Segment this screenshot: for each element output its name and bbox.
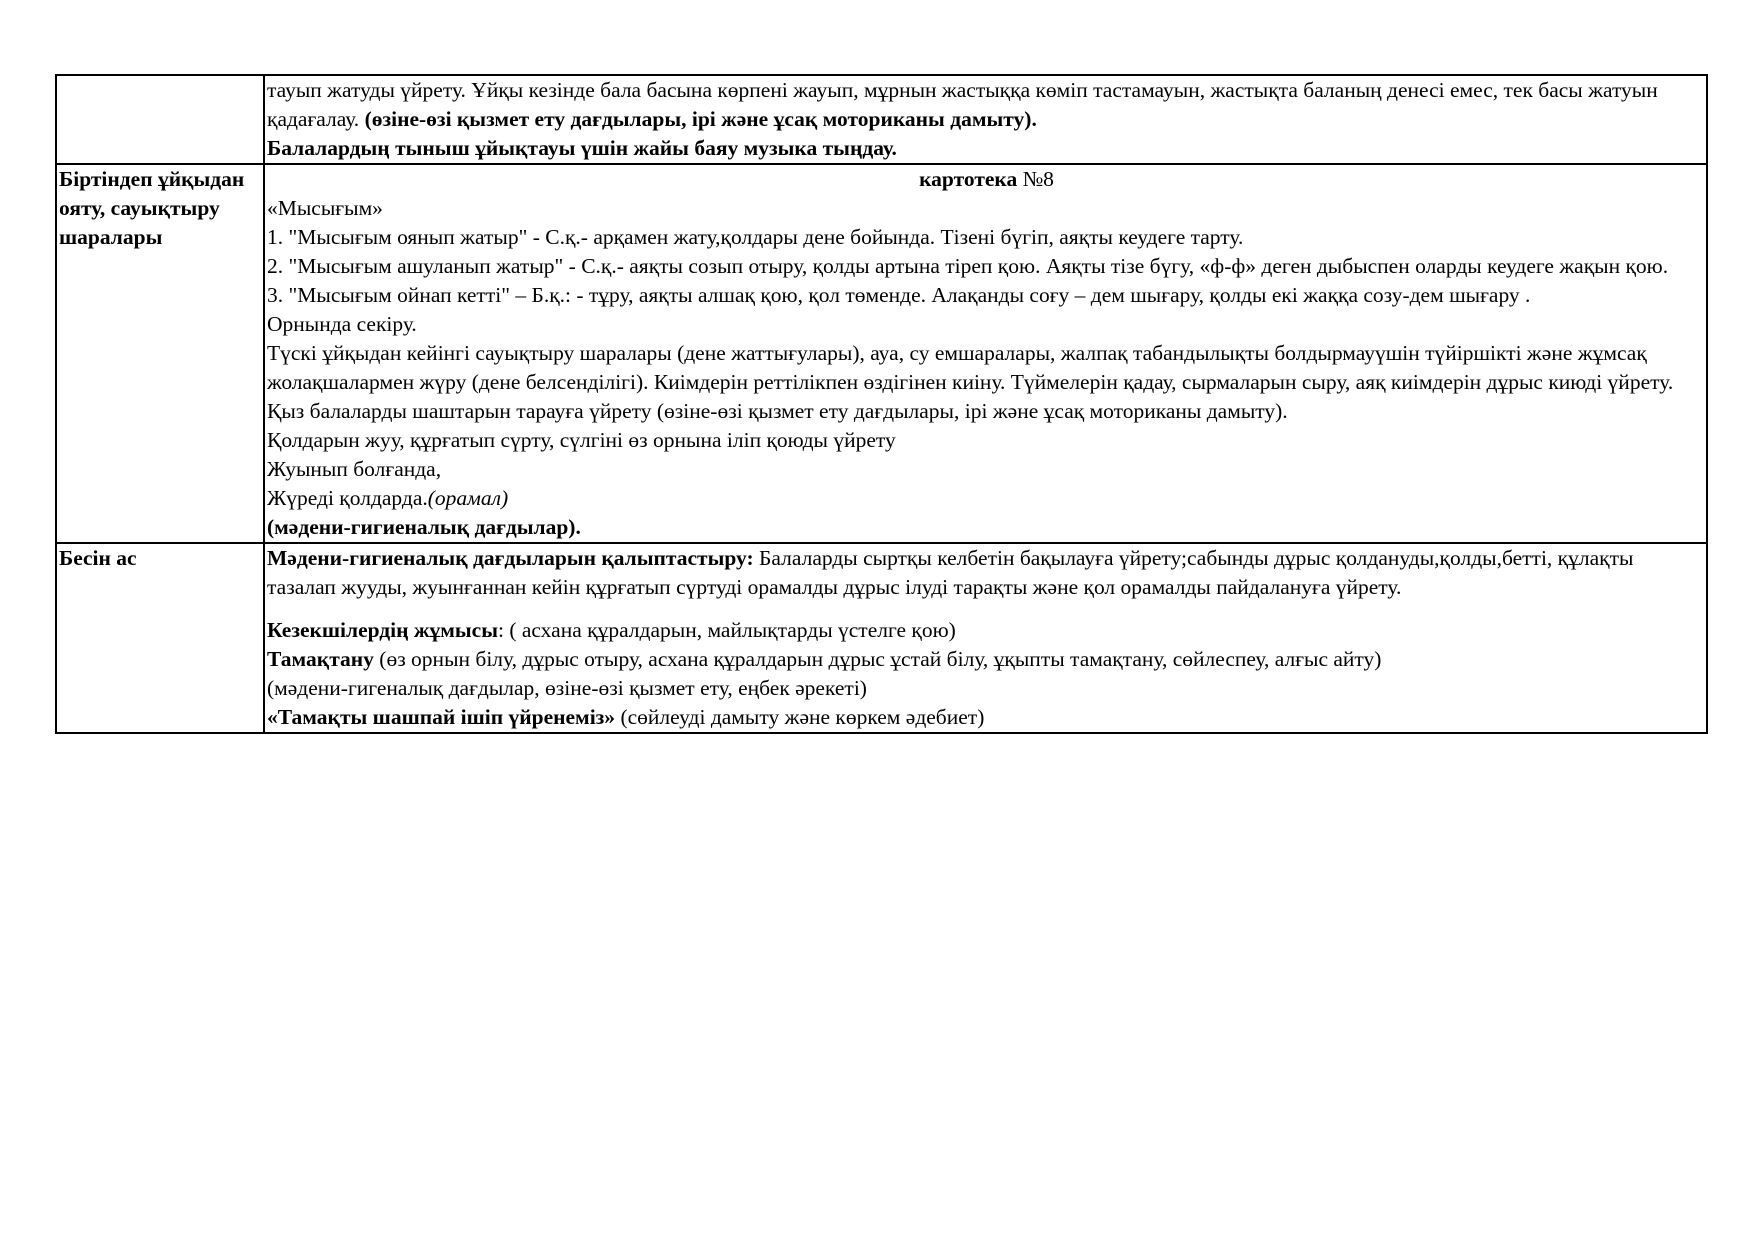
text-run: (сөйлеуді дамыту және көркем әдебиет)	[615, 705, 985, 729]
row-content-cell	[264, 164, 1707, 543]
text-line	[267, 513, 1706, 542]
text-run: «Тамақты шашпай ішіп үйренеміз»	[267, 705, 616, 729]
text-line	[267, 339, 1706, 426]
text-run: Қолдарын жуу, құрғатып сүрту, сүлгіні өз орнына іліп қоюды үйрету	[267, 428, 896, 452]
row-label-cell	[56, 75, 264, 164]
row-content-cell	[264, 543, 1707, 733]
text-line	[267, 645, 1706, 674]
text-run: : ( асхана құралдарын, майлықтарды үстелге қою)	[498, 618, 956, 642]
text-run: Тамақтану	[267, 647, 374, 671]
table-row	[56, 164, 1707, 543]
text-run: (өзіне-өзі қызмет ету дағдылары, ірі және ұсақ моториканы дамыту).	[364, 107, 1037, 131]
card-heading-number: №8	[1017, 167, 1054, 191]
table-row	[56, 75, 1707, 164]
text-line	[267, 281, 1706, 310]
text-line	[267, 426, 1706, 455]
text-run: (өз орнын білу, дұрыс отыру, асхана құралдарын дұрыс ұстай білу, ұқыпты тамақтану, сөйлеспеу, алғыс айту)	[373, 647, 1382, 671]
text-run: Балаларды сыртқы келбетін бақылауға үйрету;сабынды дұрыс қолдануды,қолды,бетті, құлақты тазалап жууды, жуынғаннан кейін құрғатып сүртуді орамалды дұрыс ілуді тарақты және қол орамалды пайдалануға үйрету.	[267, 546, 1634, 599]
text-run: (мәдени-гигиеналық дағдылар).	[267, 515, 581, 539]
schedule-table	[55, 74, 1708, 734]
text-run: 3. "Мысығым ойнап кетті" – Б.қ.: - тұру, аяқты алшақ қою, қол төменде. Алақанды соғу – дем шығару, қолды екі жаққа созу-дем шығару .	[267, 283, 1531, 307]
text-line	[267, 252, 1706, 281]
text-run: (мәдени-гигеналық дағдылар, өзіне-өзі қызмет ету, еңбек әрекеті)	[267, 676, 867, 700]
text-run: Түскі ұйқыдан кейінгі сауықтыру шаралары (дене жаттығулары), ауа, су емшаралары, жалпақ табандылықты болдырмауүшін түйіршікті және жұмсақ жолақшалармен жүру (дене белсенділігі). Киімдерін реттілікпен өздігінен киіну. Түймелерін қадау, сырмаларын сыру, аяқ киімдерін дұрыс киюді үйрету. Қыз балаларды шаштарын тарауға үйрету (өзіне-өзі қызмет ету дағдылары, ірі және ұсақ моториканы дамыту).	[267, 341, 1674, 423]
text-run: «Мысығым»	[267, 196, 383, 220]
text-line	[267, 616, 1706, 645]
text-line	[267, 134, 1706, 163]
row-label-cell	[56, 543, 264, 733]
row-label: Біртіндеп ұйқыдан ояту, сауықтыру шаралары	[59, 167, 245, 249]
text-run: Мәдени-гигиеналық дағдыларын қалыптастыру:	[267, 546, 754, 570]
row-label-cell	[56, 164, 264, 543]
text-line	[267, 455, 1706, 484]
text-line	[267, 544, 1706, 602]
text-run: Орнында секіру.	[267, 312, 417, 336]
row-label: Бесін ас	[59, 546, 137, 570]
paragraph-gap	[267, 602, 1706, 616]
text-run: (орамал)	[427, 486, 509, 510]
text-line	[267, 194, 1706, 223]
text-run: тауып жатуды үйрету. Ұйқы кезінде бала басына көрпені жауып, мұрнын жастыққа көміп тастамауын, жастықта баланың денесі емес, тек басы жатуын қадағалау.	[267, 78, 1658, 131]
text-line	[267, 484, 1706, 513]
text-run: Жүреді қолдарда.	[267, 486, 428, 510]
text-line	[267, 76, 1706, 134]
text-line	[267, 703, 1706, 732]
text-run: Кезекшілердің жұмысы	[267, 618, 498, 642]
text-line	[267, 674, 1706, 703]
text-run: Балалардың тыныш ұйықтауы үшін жайы баяу музыка тыңдау.	[267, 136, 897, 160]
text-line	[267, 310, 1706, 339]
text-run: 2. "Мысығым ашуланып жатыр" - С.қ.- аяқты созып отыру, қолды артына тіреп қою. Аяқты тізе бүгу, «ф-ф» деген дыбыспен оларды кеудеге жақын қою.	[267, 254, 1669, 278]
text-run: 1. "Мысығым оянып жатыр" - С.қ.- арқамен жату,қолдары дене бойында. Тізені бүгіп, аяқты кеудеге тарту.	[267, 225, 1244, 249]
text-run: Жуынып болғанда,	[267, 457, 442, 481]
row-content-cell	[264, 75, 1707, 164]
card-heading	[267, 165, 1706, 194]
text-line	[267, 223, 1706, 252]
table-row	[56, 543, 1707, 733]
card-heading-bold: картотека	[919, 167, 1018, 191]
